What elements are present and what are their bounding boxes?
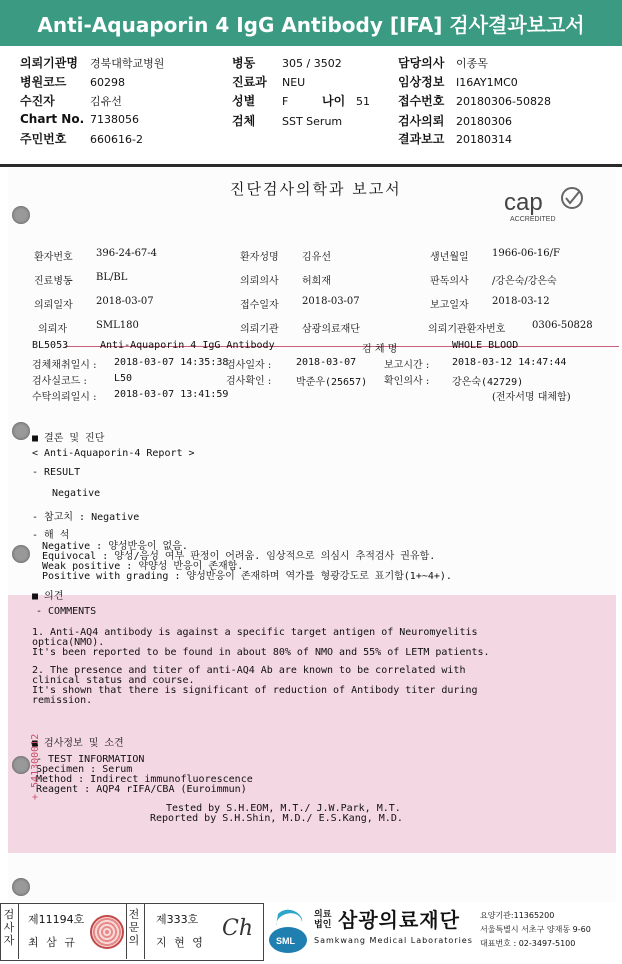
test-code: BL5053: [32, 340, 69, 351]
phone: 대표번호 : 02-3497-5100: [480, 939, 576, 948]
receive-time: 2018-03-07 13:41:59: [114, 389, 229, 400]
svg-text:SML: SML: [276, 936, 295, 946]
report-date: 2018-03-12: [492, 296, 550, 307]
punch-hole-icon: [12, 545, 30, 563]
seal-stamp-icon: [90, 915, 124, 949]
punch-hole-icon: [12, 878, 30, 896]
comment-line: remission.: [32, 695, 93, 706]
label-collect: 검체채취일시 :: [32, 360, 97, 371]
info-resident-no: 주민번호 660616-2: [20, 132, 143, 146]
room: L50: [114, 373, 133, 384]
info-patient: 수진자 김유선: [20, 94, 122, 108]
label-doctor: 의뢰의사: [240, 276, 279, 287]
divider: [0, 164, 622, 167]
label-requester: 의뢰자: [38, 324, 67, 335]
patient-name: 김유선: [302, 252, 331, 263]
interp-line: Equivocal : 양성/음성 여부 판정이 어려움. 임상적으로 의심시 추적검사 권유함.: [42, 551, 436, 562]
result-label: - RESULT: [32, 467, 81, 478]
info-test-request: 검사의뢰 20180306: [398, 114, 512, 128]
scanned-report: [8, 168, 616, 902]
report-time: 2018-03-12 14:47:44: [452, 357, 567, 368]
ward: BL/BL: [96, 272, 128, 283]
interp-line: Weak positive : 약양성 반응이 존재함.: [42, 561, 244, 572]
test-date: 2018-03-07: [296, 357, 357, 368]
label-room: 검사실코드 :: [32, 376, 87, 387]
confirm: 박준우(25657): [296, 377, 368, 388]
info-doctor: 담당의사 이종목: [398, 56, 488, 70]
address: 서울특별시 서초구 양재동 9-60: [480, 925, 591, 934]
interp-label: - 해 석: [32, 530, 70, 541]
info-sex: 성별 F 나이 51: [232, 94, 370, 108]
lab-report-title: 진단검사의학과 보고서: [230, 180, 402, 198]
tester-label: 검사자: [3, 908, 15, 947]
reader: /강은숙/강은숙: [492, 276, 557, 287]
specialist-name: 지 현 영: [156, 936, 205, 949]
comment-line: clinical status and course.: [32, 675, 195, 686]
foundation-en: Samkwang Medical Laboratories: [314, 936, 473, 945]
request-date: 2018-03-07: [96, 296, 154, 307]
section-test-info: ■ 검사정보 및 소견: [32, 738, 124, 749]
info-receipt-no: 접수번호 20180306-50828: [398, 94, 551, 108]
divider: [126, 903, 127, 959]
institution: 삼광의료재단: [302, 324, 360, 335]
info-specimen: 검체 SST Serum: [232, 114, 343, 128]
label-request-date: 의뢰일자: [34, 300, 73, 311]
info-ward: 병동 305 / 3502: [232, 56, 342, 70]
interp-line: Negative : 양성반응이 없음.: [42, 541, 188, 552]
barcode-number: + 541300012: [30, 733, 41, 800]
report-title: Anti-Aquaporin 4 IgG Antibody [IFA] 검사결과보고서: [0, 0, 622, 46]
tested-by: Tested by S.H.EOM, M.T./ J.W.Park, M.T.: [166, 803, 401, 814]
label-institution: 의뢰기관: [240, 324, 279, 335]
doctor: 허희재: [302, 276, 331, 287]
punch-hole-icon: [12, 422, 30, 440]
comments-label: - COMMENTS: [36, 606, 97, 617]
comment-line: 1. Anti-AQ4 antibody is against a specific target antigen of Neuromyelitis: [32, 627, 478, 638]
label-confirm: 검사확인 :: [226, 376, 272, 387]
signature: Ch: [222, 916, 254, 941]
info-hospital-code: 병원코드 60298: [20, 75, 125, 89]
label-receive: 수탁의뢰일시 :: [32, 392, 97, 403]
info-result-report: 결과보고 20180314: [398, 132, 512, 146]
info-line: - TEST INFORMATION: [36, 754, 145, 765]
footer: [0, 902, 622, 964]
esign-note: (전자서명 대체함): [492, 392, 571, 403]
specimen: WHOLE BLOOD: [452, 340, 519, 351]
report-name: < Anti-Aquaporin-4 Report >: [32, 448, 195, 459]
info-institution: 의뢰기관명 경북대학교병원: [20, 56, 165, 70]
comment-line: 2. The presence and titer of anti-AQ4 Ab are known to be correlated with: [32, 665, 466, 676]
foundation-prefix: 의료법인: [314, 910, 332, 930]
label-confirm-doc: 확인의사 :: [384, 376, 430, 387]
punch-hole-icon: [12, 756, 30, 774]
info-chart-no: Chart No. 7138056: [20, 112, 139, 126]
label-inst-patient: 의뢰기관환자번호: [428, 324, 506, 335]
label-receipt-date: 접수일자: [240, 300, 279, 311]
label-test-date: 검사일자 :: [226, 360, 272, 371]
info-line: Reagent : AQP4 rIFA/CBA (Euroimmun): [36, 784, 247, 795]
section-conclusion: ■ 결론 및 진단: [32, 433, 105, 444]
result-value: Negative: [52, 488, 101, 499]
divider: [144, 903, 145, 959]
svg-text:cap: cap: [504, 189, 543, 216]
reference-value: - 참고치 : Negative: [32, 512, 140, 523]
divider: [18, 903, 19, 959]
test-name: Anti-Aquaporin 4 IgG Antibody: [100, 340, 275, 351]
label-reader: 판독의사: [430, 276, 469, 287]
comment-line: optica(NMO).: [32, 637, 105, 648]
info-line: Specimen : Serum: [36, 764, 133, 775]
requester: SML180: [96, 320, 139, 331]
label-ward: 진료병동: [34, 276, 73, 287]
info-line: Method : Indirect immunofluorescence: [36, 774, 253, 785]
label-specimen: 검 체 명: [362, 344, 398, 355]
info-clinical: 임상정보 I16AY1MC0: [398, 75, 518, 89]
label-report-time: 보고시간 :: [384, 360, 430, 371]
sml-logo-icon: [268, 904, 308, 956]
svg-text:ACCREDITED: ACCREDITED: [510, 216, 556, 223]
receipt-date: 2018-03-07: [302, 296, 360, 307]
info-department: 진료과 NEU: [232, 75, 306, 89]
label-report-date: 보고일자: [430, 300, 469, 311]
confirm-doc: 강은숙(42729): [452, 377, 524, 388]
header-info: [0, 46, 622, 164]
label-dob: 생년월일: [430, 252, 469, 263]
comment-line: It's been reported to be found in about 80% of NMO and 55% of LETM patients.: [32, 647, 490, 658]
label-patient-no: 환자번호: [34, 252, 73, 263]
foundation-name: 삼광의료재단: [338, 908, 460, 932]
specialist-no: 제333호: [156, 913, 199, 926]
patient-no: 396-24-67-4: [96, 248, 158, 259]
punch-hole-icon: [12, 206, 30, 224]
specialist-label: 전문의: [128, 908, 140, 947]
institution-no: 요양기관:11365200: [480, 911, 555, 920]
tester-no: 제11194호: [28, 913, 85, 926]
comment-line: It's shown that there is significant of reduction of Antibody titer during: [32, 685, 478, 696]
inst-patient: 0306-50828: [532, 320, 593, 331]
collect-time: 2018-03-07 14:35:38: [114, 357, 229, 368]
interp-line: Positive with grading : 양성반응이 존재하며 역가를 형광강도로 표기함(1+~4+).: [42, 571, 452, 582]
label-patient-name: 환자성명: [240, 252, 279, 263]
dob: 1966-06-16/F: [492, 248, 560, 259]
tester-name: 최 삼 규: [28, 936, 77, 949]
cap-accredited-logo: [500, 184, 592, 224]
reported-by: Reported by S.H.Shin, M.D./ E.S.Kang, M.D.: [150, 813, 403, 824]
section-opinion: ■ 의견: [32, 591, 64, 602]
